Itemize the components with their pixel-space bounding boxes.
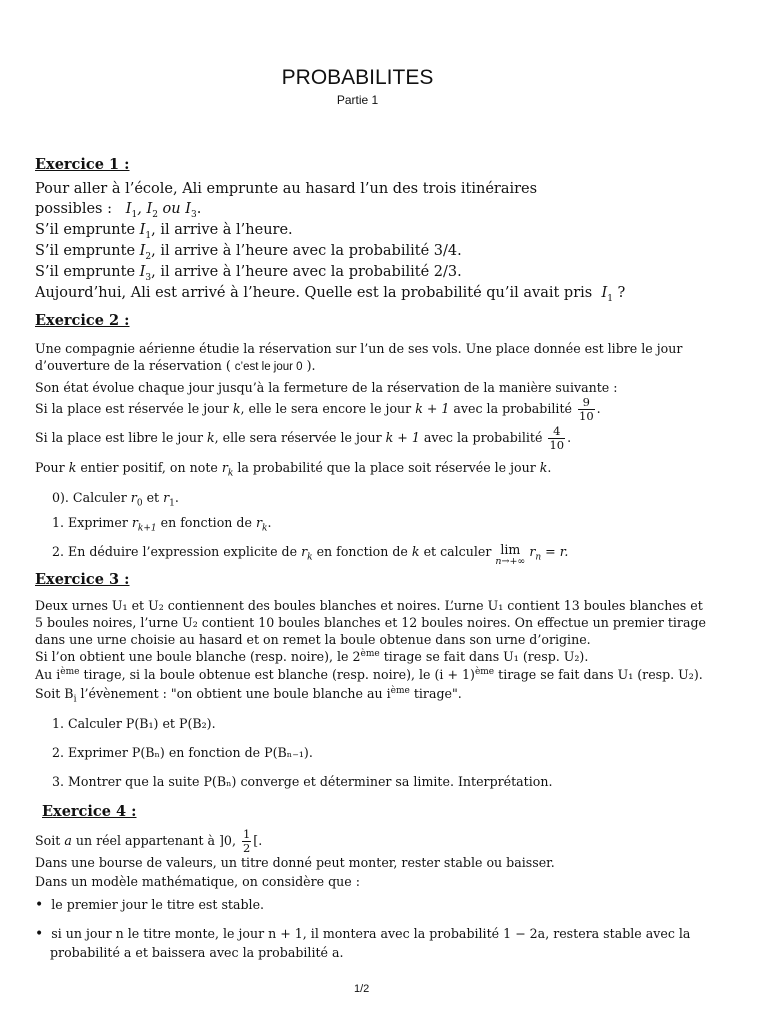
ex3-question-2: 2. Exprimer P(Bₙ) en fonction de P(Bₙ₋₁). [52, 745, 313, 760]
ex3-question-3: 3. Montrer que la suite P(Bₙ) converge et déterminer sa limite. Interprétation. [52, 774, 553, 789]
fraction-9-10: $\frac{9}{10}$ [579, 395, 594, 423]
exercise-3-heading: Exercice 3 : [35, 571, 130, 588]
page-number: 1/2 [354, 983, 370, 995]
ex1-line-3: S’il emprunte $I_1$, il arrive à l’heure. [35, 222, 293, 241]
ex1-line-4: S’il emprunte $I_2$, il arrive à l’heure avec la probabilité 3/4. [35, 243, 462, 262]
page-subtitle: Partie 1 [336, 93, 379, 107]
ex3-line-6: Soit $B_i$ l’évènement : "on obtient une boule blanche au $i^{ème}$ tirage". [35, 686, 462, 705]
ex3-line-3: dans une urne choisie au hasard et on remet la boule obtenue dans son urne d’origine. [35, 632, 591, 647]
page-title: PROBABILITES [281, 66, 434, 89]
ex2-p1-line-1: Une compagnie aérienne étudie la réservation sur l’un de ses vols. Une place donnée est libre le jour [35, 341, 683, 356]
ex3-question-1: 1. Calculer P(B₁) et P(B₂). [52, 716, 216, 731]
ex4-bullet-2-line-2: probabilité a et baissera avec la probabilité a. [50, 945, 344, 960]
ex3-line-1: Deux urnes U₁ et U₂ contiennent des boules blanches et noires. L’urne U₁ contient 13 boules blanches et [35, 598, 703, 613]
ex1-line-6: Aujourd’hui, Ali est arrivé à l’heure. Quelle est la probabilité qu’il avait pris $I_1$ ? [35, 285, 626, 304]
ex3-line-2: 5 boules noires, l’urne U₂ contient 10 boules blanches et 12 boules noires. On effectue un premier tirage [35, 615, 706, 630]
ex2-p5: Pour k entier positif, on note $r_k$ la probabilité que la place soit réservée le jour k. [35, 460, 552, 479]
ex2-p1-line-2: d’ouverture de la réservation ( c’est le jour 0 ). [35, 358, 316, 373]
bullet-icon: • [35, 897, 44, 913]
limit-expression: lim n→+∞ [495, 542, 526, 567]
ex4-bullet-2: • si un jour n le titre monte, le jour n + 1, il montera avec la probabilité 1 − 2a, restera stable avec la [35, 926, 691, 942]
ex2-question-0: 0). Calculer $r_0$ et $r_1$. [52, 490, 179, 509]
ex3-line-5: Au $i^{ème}$ tirage, si la boule obtenue est blanche (resp. noire), le $(i + 1)^{ème}$ tirage se fait dans U₁ (resp. U₂). [35, 667, 703, 683]
ex2-p2: Son état évolue chaque jour jusqu’à la fermeture de la réservation de la manière suivante : [35, 380, 618, 395]
ex4-line-1: Soit a un réel appartenant à ]0, $\frac{1}{2}$ [. [35, 827, 263, 855]
ex2-question-1: 1. Exprimer $r_{k+1}$ en fonction de $r_k$. [52, 515, 272, 534]
ex1-line-5: S’il emprunte $I_3$, il arrive à l’heure avec la probabilité 2/3. [35, 264, 462, 283]
ex3-line-4: Si l’on obtient une boule blanche (resp. noire), le 2ème tirage se fait dans U₁ (resp. U₂). [35, 649, 589, 665]
exercise-1-heading: Exercice 1 : [35, 156, 130, 173]
exercise-4-heading: Exercice 4 : [42, 803, 137, 820]
bullet-icon: • [35, 926, 44, 942]
fraction-4-10: $\frac{4}{10}$ [549, 424, 565, 452]
fraction-1-2: $\frac{1}{2}$ [242, 827, 251, 855]
ex4-bullet-1: • le premier jour le titre est stable. [35, 897, 265, 913]
ex1-line-1: Pour aller à l’école, Ali emprunte au hasard l’un des trois itinéraires [35, 181, 538, 197]
ex4-line-2: Dans une bourse de valeurs, un titre donné peut monter, rester stable ou baisser. [35, 855, 555, 870]
ex4-line-3: Dans un modèle mathématique, on considère que : [35, 874, 360, 889]
exercise-2-heading: Exercice 2 : [35, 312, 130, 329]
ex1-line-2: possibles : $I_1$, $I_2$ ou $I_3$. [35, 201, 202, 220]
ex2-p3: Si la place est réservée le jour k, elle le sera encore le jour k + 1 avec la probabilité $\frac{9}{10}$ . [35, 395, 601, 423]
ex2-p4: Si la place est libre le jour k, elle sera réservée le jour k + 1 avec la probabilité $\frac{4}{10}$ . [35, 424, 572, 452]
ex2-question-2: 2. En déduire l’expression explicite de $r_k$ en fonction de k et calculer lim n→+∞ $r_n = r$. [52, 542, 569, 567]
